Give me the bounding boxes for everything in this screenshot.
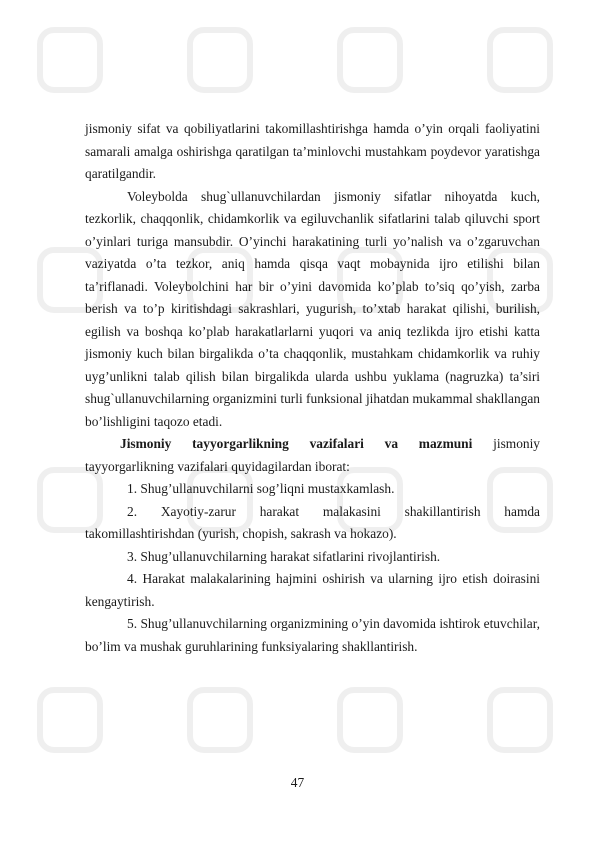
document-body: [85, 118, 540, 658]
list-text: Shug’ullanuvchilarning organizmining o’yin davomida ishtirok etuvchilar, bo’lim va mushak guruhlarining funksiyalaring shakllantirish.: [85, 616, 540, 654]
list-number: 3.: [127, 548, 138, 564]
list-item: [85, 478, 540, 501]
paragraph-3: [85, 433, 540, 478]
list-text: Xayotiy-zarur harakat malakasini shakillantirish hamda takomillashtirishdan (yurish, chopish, sakrash va hokazo).: [85, 503, 540, 541]
list-number: 4.: [127, 571, 138, 586]
list-text: Shug’ullanuvchilarni sog’liqni mustaxkamlash.: [140, 481, 395, 496]
list-number: 5.: [127, 616, 138, 631]
page-number: 47: [290, 775, 305, 790]
paragraph-2: Voleybolda shug`ullanuvchilardan jismoniy sifatlar nihoyatda kuch, tezkorlik, chaqqonlik, chidamkorlik va egiluvchanlik sifatlarini talab qiluvchi sport o’yinlari turiga mansubdir. O’yinchi harakatining turli yo’nalish va o’zgaruvchan vaziyatda o’ta tezkor, aniq hamda qisqa vaqt mobaynida ijro etilishi bilan ta’riflanadi. Voleybolchini har bir o’yini davomida ko’plab to’siq qo’yish, zarba berish va to’p kiritishdagi sakrashlari, yugurish, to’xtab harakat qilishi, burilish, egilish va boshqa ko’plab harakatlarlarni yuqori va aniq tezlikda ijro etishi katta jismoniy kuch bilan birgalikda o’ta chaqqonlik, mustahkam chidamkorlik va ruhiy uyg’unlikni talab qilish bilan birgalikda ularda ushbu yuklama (nagruzka) ta’siri shug`ullanuvchilarning organizmini turli funksional jihatdan mukammal shakllangan bo’lishligini taqozo etadi.: [85, 188, 540, 429]
list-text: Shug’ullanuvchilarning harakat sifatlarini rivojlantirish.: [140, 548, 441, 564]
paragraph-1: jismoniy sifat va qobiliyatlarini takomillashtirishga hamda o’yin orqali faoliyatini samarali amalga oshirishga qaratilgan ta’minlovchi mustahkam poydevor yaratishga qaratilgandir.: [85, 121, 540, 181]
list-item: [85, 568, 540, 613]
list-item: [85, 546, 540, 569]
section-intro: jismoniy tayyorgarlikning vazifalari quyidagilardan iborat:: [85, 436, 540, 474]
section-heading: Jismoniy tayyorgarlikning vazifalari va mazmuni: [120, 436, 473, 451]
list-item: [85, 501, 540, 546]
list-number: 1.: [127, 481, 138, 496]
list-item: [85, 613, 540, 658]
list-text: Harakat malakalarining hajmini oshirish va ularning ijro etish doirasini kengaytirish.: [85, 571, 540, 609]
list-number: 2.: [127, 503, 138, 519]
